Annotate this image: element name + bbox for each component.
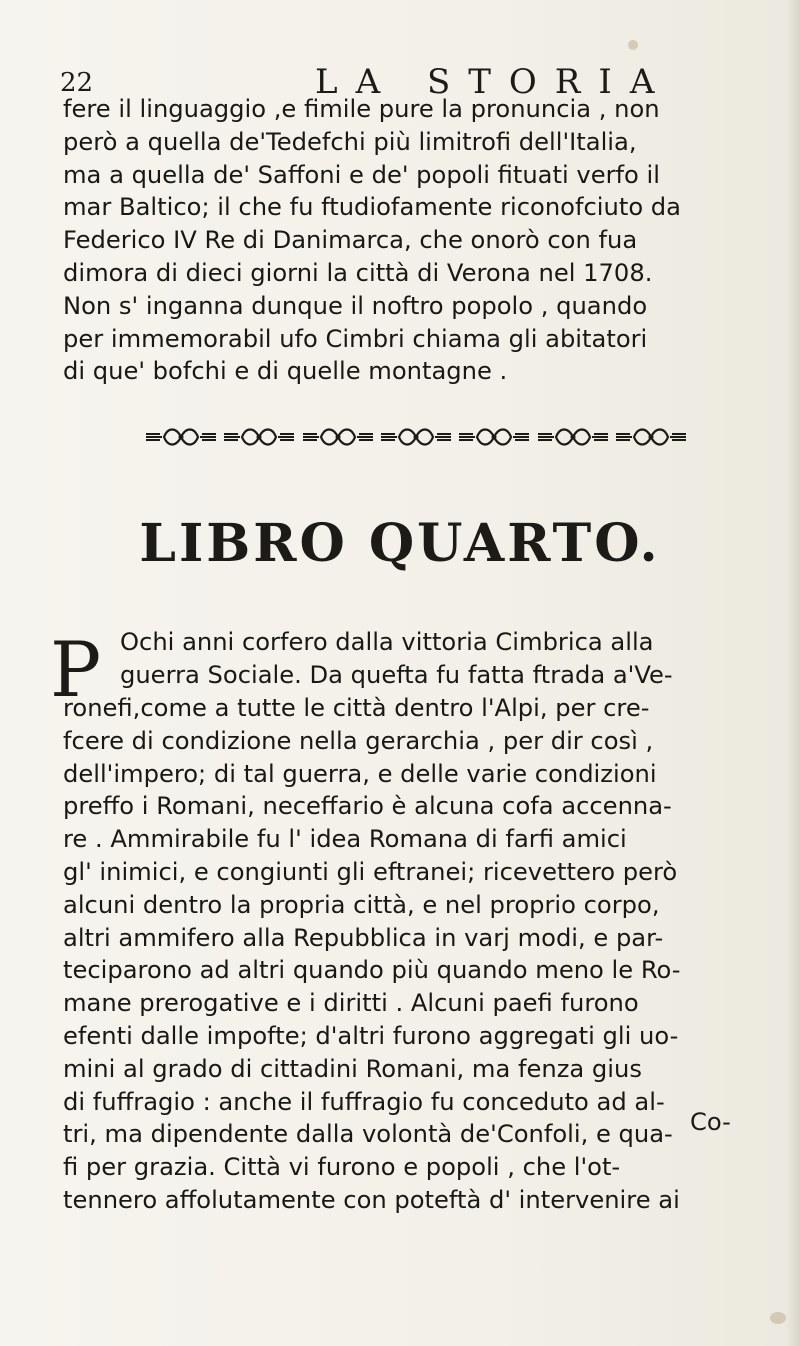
ornamental-divider bbox=[146, 423, 686, 451]
ornament-icon bbox=[146, 425, 216, 449]
page-number: 22 bbox=[60, 68, 94, 98]
opening-lines: Ochi anni corfero dalla vittoria Cimbrica alla guerra Sociale. Da quefta fu fatta ftrada a'Ve- bbox=[120, 628, 673, 689]
ornament-icon bbox=[303, 425, 373, 449]
catchword: Co- bbox=[690, 1108, 731, 1136]
book-title: LIBRO QUARTO. bbox=[139, 513, 661, 574]
ornament-icon bbox=[381, 425, 451, 449]
ink-smudge bbox=[770, 1312, 786, 1324]
ornament-icon bbox=[538, 425, 608, 449]
ornament-icon bbox=[616, 425, 686, 449]
running-title: LA STORIA bbox=[315, 62, 673, 102]
ink-smudge bbox=[628, 40, 638, 50]
top-paragraph: fere il linguaggio ,e fimile pure la pronuncia , non però a quella de'Tedefchi più limitrofi dell'Italia, ma a quella de' Saffoni e de' popoli fituati verfo il mar Baltico; il che fu ftudiofamente riconofciuto da Federico IV Re di Danimarca, che onorò con fua dimora di dieci giorni la città di Verona nel 1708. Non s' inganna dunque il noftro popolo , quando per immemorabil ufo Cimbri chiama gli abitatori di que' bofchi e di quelle montagne . bbox=[63, 95, 681, 386]
drop-cap: P bbox=[50, 625, 102, 714]
ornament-icon bbox=[224, 425, 294, 449]
ornament-icon bbox=[459, 425, 529, 449]
page-edge-shadow bbox=[786, 0, 800, 1346]
body-paragraph: ronefi,come a tutte le città dentro l'Alpi, per cre- fcere di condizione nella gerarchia , per dir così , dell'impero; di tal guerra, e delle varie condizioni preffo i Romani, neceffario è alcuna cofa accenna- re . Ammirabile fu l' idea Romana di farfi amici gl' inimici, e congiunti gli eftranei; ricevettero però alcuni dentro la propria città, e nel proprio corpo, altri ammifero alla Repubblica in varj modi, e par- teciparono ad altri quando più quando meno le Ro- mane prerogative e i diritti . Alcuni paefi furono efenti dalle impofte; d'altri furono aggregati gli uo- mini al grado di cittadini Romani, ma fenza gius di fuffragio : anche il fuffragio fu conceduto ad al- tri, ma dipendente dalla volontà de'Confoli, e qua- fi per grazia. Città vi furono e popoli , che l'ot- tennero affolutamente con poteftà d' intervenire ai bbox=[63, 694, 681, 1214]
